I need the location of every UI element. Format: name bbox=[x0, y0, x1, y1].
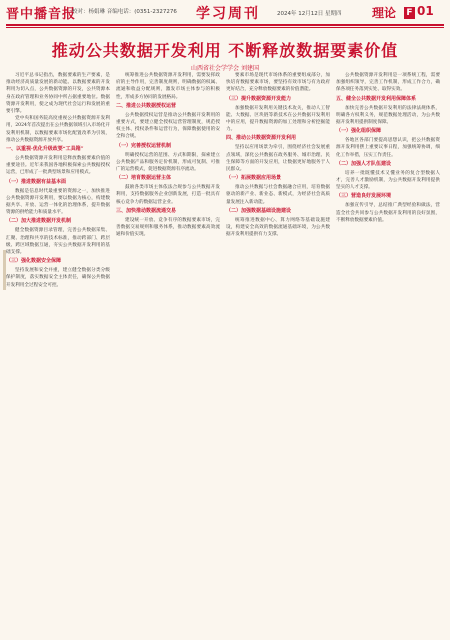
masthead-rule-bottom bbox=[6, 27, 444, 28]
newspaper-logo: 晋中播音报 bbox=[6, 7, 77, 22]
article-column-1 bbox=[6, 72, 110, 637]
section-subheading: 四、推动公共数据资源开发利用 bbox=[226, 135, 297, 142]
body-paragraph: 坚持以应用场景为牵引，围绕经济社会发展重点领域，深化公共数据在政务服务、城市治理、民生保障等方面的开发应用，让数据更好地服务于人民群众。 bbox=[226, 145, 330, 173]
body-paragraph: 健全数据资源目录管理，完善公共数据采集、汇聚、治理和共享的技术标准，推动跨部门、跨层级、跨区域数据互通，夯实公共数据开发利用的基础支撑。 bbox=[6, 228, 110, 256]
section-title: 学习周刊 bbox=[196, 6, 260, 22]
body-paragraph: 要素市场是现代市场体系的重要组成部分，加快培育数据要素市场，要坚持有效市场与有为政府更好结合，充分释放数据要素的价值潜能。 bbox=[226, 73, 330, 93]
section-subheading: （二）加强数据基础设施建设 bbox=[226, 207, 292, 214]
article-headline: 推动公共数据开发利用 不断释放数据要素价值 bbox=[51, 41, 399, 60]
article-byline: 山西省社会学学会 刘建国 bbox=[191, 65, 259, 72]
article-column-2 bbox=[116, 72, 220, 637]
section-subheading: （三）营造良好发展环境 bbox=[336, 193, 392, 200]
body-paragraph: 公共数据授权运营是推动公共数据开发利用的重要方式，要建立健全授权运营管理制度，规范授权主体、授权条件和运营行为，保障数据使用的安全和合规。 bbox=[116, 112, 220, 140]
section-subheading: （三）强化数据安全保障 bbox=[6, 258, 62, 265]
section-subheading: （二）培育数据运营主体 bbox=[116, 175, 172, 182]
body-paragraph: 数据是信息时代最重要的资源之一，加快推进公共数据资源开发利用，要以数据为核心，构建数据共享、开放、运营一体化的治理体系，提升数据资源的供给能力和质量水平。 bbox=[6, 188, 110, 216]
masthead-meta: 校对：杨娟琳 音编电话：(0351-2327276 bbox=[72, 9, 177, 15]
body-paragraph: 公共数据资源开发利用是释放数据要素价值的重要途径。近年来我国各地积极探索公共数据授权运营，已形成了一批典型场景和应用模式。 bbox=[6, 156, 110, 176]
body-paragraph: 习近平总书记指出，数据要素的生产要素，是推动经济高质量发展的新动能。以数据要素的开发利用为切入点，公共数据资源的开发，公共资源本身在政府管理和业务协同中所占据重要地位。数据资源开发利用，使之成为现代社会运行和发展的重要引擎。 bbox=[6, 73, 110, 115]
section-subheading: （二）加强人才队伍建设 bbox=[336, 160, 392, 167]
body-paragraph: 公共数据资源开发利用是一项系统工程，需要加强组织领导，完善工作机制，形成工作合力，确保各项任务落到实处、取得实效。 bbox=[336, 73, 440, 93]
article-column-4 bbox=[336, 72, 440, 637]
section-subheading: 二、推进公共数据授权运营 bbox=[116, 102, 177, 109]
section-label: 理论 bbox=[372, 6, 397, 20]
page-number-text: 01 bbox=[417, 4, 434, 18]
section-subheading: （一）推进数据有益基本面 bbox=[6, 178, 67, 185]
body-paragraph: 明确授权运营的范围、方式和期限，探索建立公共数据产品和服务定价机制，形成可复制、可推广的运营模式，促进数据资源有序流动。 bbox=[116, 152, 220, 173]
masthead-rule-top bbox=[6, 24, 444, 26]
article-column-3 bbox=[226, 72, 330, 637]
section-subheading: 五、健全公共数据开发利用保障体系 bbox=[336, 95, 417, 102]
section-subheading: （三）提升数据资源开发能力 bbox=[226, 95, 292, 102]
body-paragraph: 党中央和国务院高度重视公共数据资源开发利用，2024年首次提出在公共数据领域引入市场化开发利用机制，以数据要素市场化配置改革为引领，推动公共数据资源开放共享。 bbox=[6, 116, 110, 143]
body-paragraph: 加强数据开发利用关键技术攻关，推动人工智能、大数据、区块链等新技术在公共数据开发利用中的应用，提升数据资源的加工处理和分析挖掘能力。 bbox=[226, 105, 330, 133]
masthead bbox=[0, 0, 450, 24]
section-subheading: （一）完善授权运营机制 bbox=[116, 142, 172, 149]
issue-date: 2024年 12月12日 星期四 bbox=[277, 11, 342, 17]
body-paragraph: 坚持发展和安全并重，建立健全数据分类分级保护制度，落实数据安全主体责任，确保公共数据开发利用全过程安全可控。 bbox=[6, 268, 110, 288]
body-paragraph: 建设统一开放、竞争有序的数据要素市场，完善数据交易规则和服务体系，推动数据要素高效流通和价值实现。 bbox=[116, 217, 220, 238]
body-paragraph: 推动公共数据与社会数据融合应用，培育数据驱动的新产业、新业态、新模式，为经济社会高质量发展注入新动能。 bbox=[226, 185, 330, 205]
page-letter-badge: F bbox=[404, 7, 415, 19]
body-paragraph: 各地区各部门要提高思想认识，把公共数据资源开发利用摆上重要议事日程，加强统筹协调，细化工作举措，压实工作责任。 bbox=[336, 138, 440, 158]
body-paragraph: 加强宣传引导，总结推广典型经验和做法，营造全社会共同参与公共数据开发利用的良好氛围，不断释放数据要素价值。 bbox=[336, 203, 440, 223]
section-subheading: 三、加快推动数据流通交易 bbox=[116, 207, 177, 214]
section-subheading: （一）强化组织保障 bbox=[336, 128, 382, 135]
body-paragraph: 统筹推进公共数据资源开发利用，需要发挥政府的主导作用，完善制度规则，明确数据的权属、流通和收益分配规则，激发市场主体参与的积极性，形成多方协同的发展格局。 bbox=[116, 73, 220, 100]
body-paragraph: 鼓励各类市场主体依法合规参与公共数据开发利用，支持数据服务企业创新发展，打造一批具有核心竞争力的数据运营企业。 bbox=[116, 185, 220, 205]
body-paragraph: 加快完善公共数据开发利用的法律法规体系，明确各方权利义务，规范数据处理活动，为公共数据开发利用提供制度保障。 bbox=[336, 105, 440, 126]
body-paragraph: 培养一批既懂技术又懂业务的复合型数据人才，完善人才激励机制，为公共数据开发利用提供坚实的人才支撑。 bbox=[336, 170, 440, 191]
page-fold-mark bbox=[3, 250, 6, 290]
section-subheading: 一、以重视·优化升级政要“工具箱” bbox=[6, 146, 84, 153]
section-subheading: （二）加大推进数据开发机制 bbox=[6, 218, 72, 225]
body-paragraph: 统筹推进数据中心、算力网络等基础设施建设，构建安全高效的数据流通基础环境，为公共数据开发利用提供有力支撑。 bbox=[226, 217, 330, 238]
section-subheading: （一）拓展数据应用场景 bbox=[226, 175, 282, 182]
page-number bbox=[404, 4, 434, 19]
